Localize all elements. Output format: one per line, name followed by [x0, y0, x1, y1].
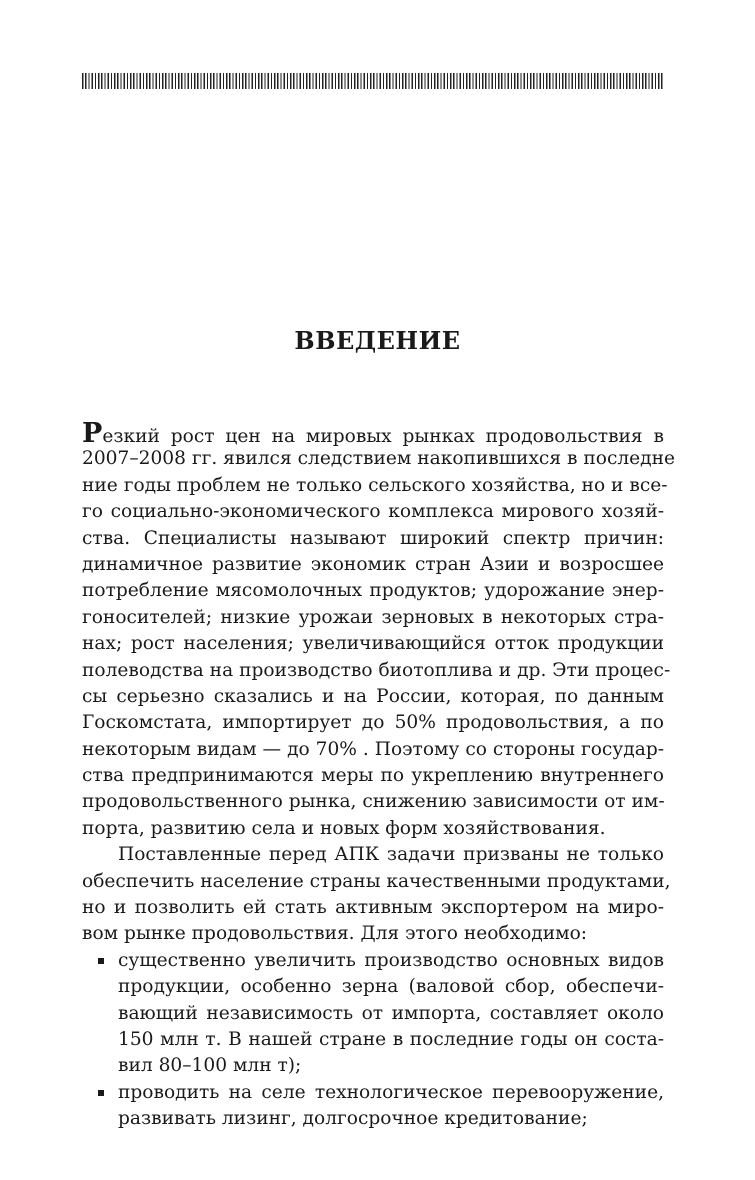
- bullet-line: существенно увеличить производство основных видов: [82, 948, 664, 974]
- bullet-line: вающий независимость от импорта, составляет около: [118, 1002, 664, 1024]
- text-line: Поставленные перед АПК задачи призваны не только: [118, 844, 664, 866]
- text-line: гоносителей; низкие урожаи зерновых в некоторых стра-: [82, 606, 664, 628]
- bullet-line: продукции, особенно зерна (валовой сбор, обеспечи-: [118, 976, 664, 998]
- text-line: 2007–2008 гг. явился следствием накопившихся в последне: [82, 448, 676, 470]
- text-line: нах; рост населения; увеличивающийся отток продукции: [82, 633, 664, 655]
- bullet-line: 150 млн т. В нашей стране в последние годы он соста-: [118, 1028, 664, 1050]
- drop-cap: Р: [82, 418, 103, 449]
- text-line: ства предпринимаются меры по укреплению внутреннего: [82, 765, 664, 787]
- bullet-line: проводить на селе технологическое перевооружение,: [82, 1080, 664, 1106]
- text-line: ства. Специалисты называют широкий спектр причин:: [82, 527, 664, 549]
- text-line: вом рынке продовольствия. Для этого необходимо:: [82, 923, 588, 945]
- text-line: сы серьезно сказались и на России, которая, по данным: [82, 685, 664, 707]
- text-line: некоторым видам — до 70% . Поэтому со стороны государ-: [82, 738, 664, 760]
- bullet-line: развивать лизинг, долгосрочное кредитование;: [118, 1108, 588, 1130]
- text-line: Резкий рост цен на мировых рынках продовольствия в: [82, 418, 664, 449]
- text-line: го социально-экономического комплекса мирового хозяй-: [82, 501, 664, 523]
- bullet-marker: [98, 958, 104, 964]
- text-line: динамичное развитие экономик стран Азии и возросшее: [82, 553, 664, 575]
- decorative-header-rule: [82, 73, 664, 89]
- bullet-marker: [98, 1090, 104, 1096]
- body-text: [82, 418, 676, 1133]
- text-line: ние годы проблем не только сельского хозяйства, но и все-: [82, 474, 668, 496]
- text-line: полеводства на производство биотоплива и др. Эти процес-: [82, 659, 671, 681]
- text-line: но и позволить ей стать активным экспортером на миро-: [82, 897, 664, 919]
- chapter-heading: ВВЕДЕНИЕ: [294, 326, 461, 355]
- text-line: продовольственного рынка, снижению зависимости от им-: [82, 791, 665, 813]
- text-line: порта, развитию села и новых форм хозяйствования.: [82, 817, 606, 839]
- bullet-line: вил 80–100 млн т);: [118, 1055, 302, 1077]
- text-line: обеспечить население страны качественными продуктами,: [82, 870, 671, 892]
- text-line: Госкомстата, импортирует до 50% продовольствия, а по: [82, 712, 664, 734]
- text-line: потребление мясомолочных продуктов; удорожание энер-: [82, 580, 664, 602]
